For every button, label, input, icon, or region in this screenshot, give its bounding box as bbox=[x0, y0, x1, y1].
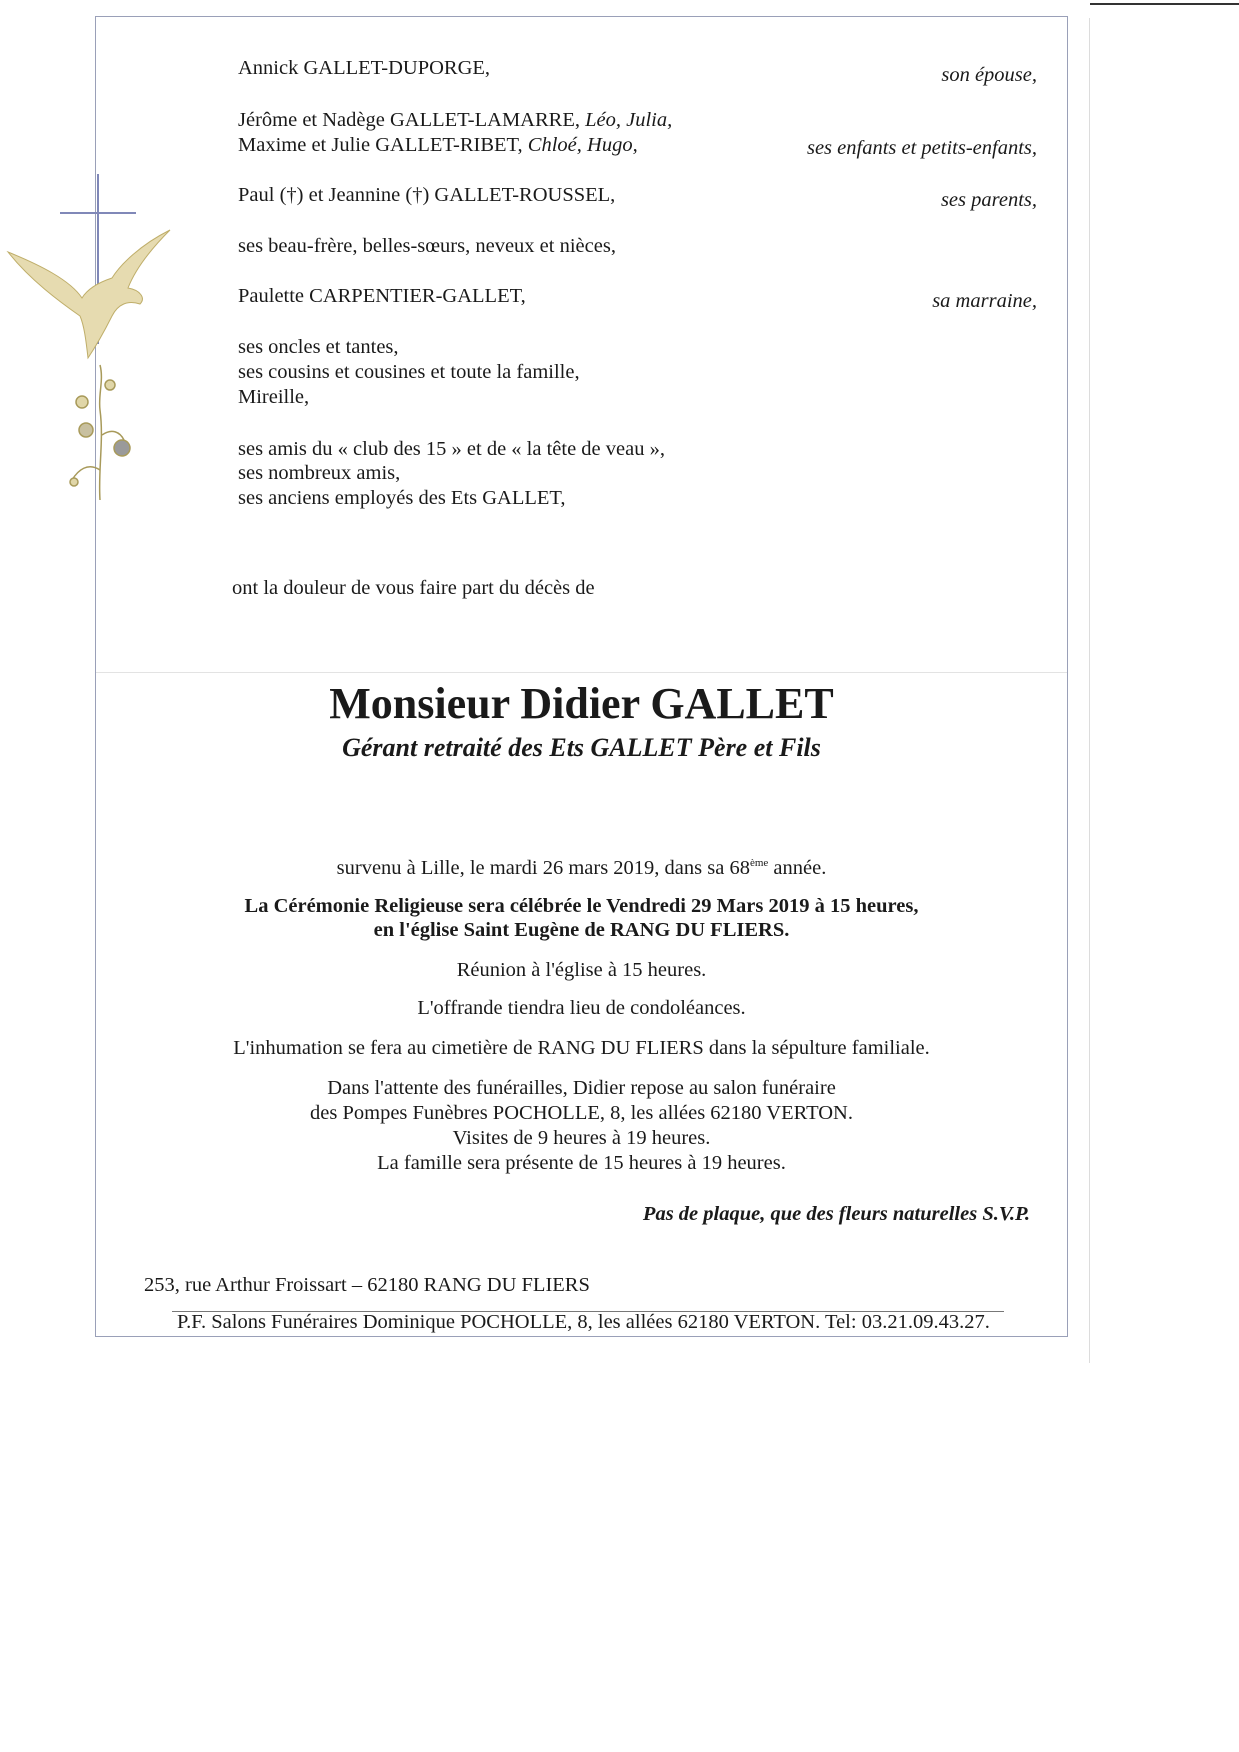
funeral-home-line-2: des Pompes Funèbres POCHOLLE, 8, les allées 62180 VERTON. bbox=[310, 1102, 853, 1124]
scan-edge-mark bbox=[1090, 3, 1239, 5]
friends-1: ses amis du « club des 15 » et de « la tête de veau », bbox=[238, 438, 665, 460]
godmother-role: sa marraine, bbox=[932, 290, 1037, 312]
family-presence: La famille sera présente de 15 heures à 19 heures. bbox=[377, 1152, 786, 1174]
address: 253, rue Arthur Froissart – 62180 RANG DU FLIERS bbox=[144, 1274, 590, 1296]
paper-edge bbox=[1089, 18, 1090, 1363]
children-role: ses enfants et petits-enfants, bbox=[806, 137, 1037, 159]
spouse-role: son épouse, bbox=[941, 64, 1037, 86]
extended-family-1: ses oncles et tantes, bbox=[238, 336, 399, 358]
parents-name: Paul (†) et Jeannine (†) GALLET-ROUSSEL, bbox=[238, 184, 616, 206]
deceased-name: Monsieur Didier GALLET bbox=[329, 679, 834, 728]
funeral-company: P.F. Salons Funéraires Dominique POCHOLLE, 8, les allées 62180 VERTON. Tel: 03.21.09.43.27. bbox=[177, 1311, 990, 1333]
flowers-icon bbox=[70, 365, 130, 500]
godmother-name: Paulette CARPENTIER-GALLET, bbox=[238, 285, 526, 307]
burial-text: L'inhumation se fera au cimetière de RANG DU FLIERS dans la sépulture familiale. bbox=[233, 1037, 930, 1059]
children-line-2: Maxime et Julie GALLET-RIBET, Chloé, Hugo, bbox=[238, 134, 638, 156]
spouse-name: Annick GALLET-DUPORGE, bbox=[238, 57, 491, 79]
death-details: survenu à Lille, le mardi 26 mars 2019, dans sa 68ème année. bbox=[336, 856, 827, 879]
extended-family-3: Mireille, bbox=[238, 386, 310, 408]
visiting-hours: Visites de 9 heures à 19 heures. bbox=[452, 1127, 711, 1149]
cross-dove-flowers-illustration bbox=[0, 170, 190, 520]
children-line-1: Jérôme et Nadège GALLET-LAMARRE, Léo, Julia, bbox=[238, 109, 673, 131]
ceremony-line-1: La Cérémonie Religieuse sera célébrée le Vendredi 29 Mars 2019 à 15 heures, bbox=[244, 895, 919, 917]
announcement-text: ont la douleur de vous faire part du décès de bbox=[232, 577, 595, 599]
in-laws: ses beau-frère, belles-sœurs, neveux et nièces, bbox=[238, 235, 616, 257]
deceased-title: Gérant retraité des Ets GALLET Père et Fils bbox=[342, 733, 821, 762]
fold-line bbox=[96, 672, 1067, 673]
extended-family-2: ses cousins et cousines et toute la famille, bbox=[238, 361, 580, 383]
friends-3: ses anciens employés des Ets GALLET, bbox=[238, 487, 566, 509]
parents-role: ses parents, bbox=[940, 189, 1037, 211]
offering-text: L'offrande tiendra lieu de condoléances. bbox=[417, 997, 746, 1019]
ceremony-line-2: en l'église Saint Eugène de RANG DU FLIERS. bbox=[373, 919, 790, 941]
friends-2: ses nombreux amis, bbox=[238, 462, 401, 484]
dove-icon bbox=[8, 230, 170, 358]
funeral-home-line-1: Dans l'attente des funérailles, Didier repose au salon funéraire bbox=[327, 1077, 836, 1099]
flowers-note: Pas de plaque, que des fleurs naturelles S.V.P. bbox=[642, 1203, 1030, 1225]
reunion-text: Réunion à l'église à 15 heures. bbox=[456, 959, 707, 981]
